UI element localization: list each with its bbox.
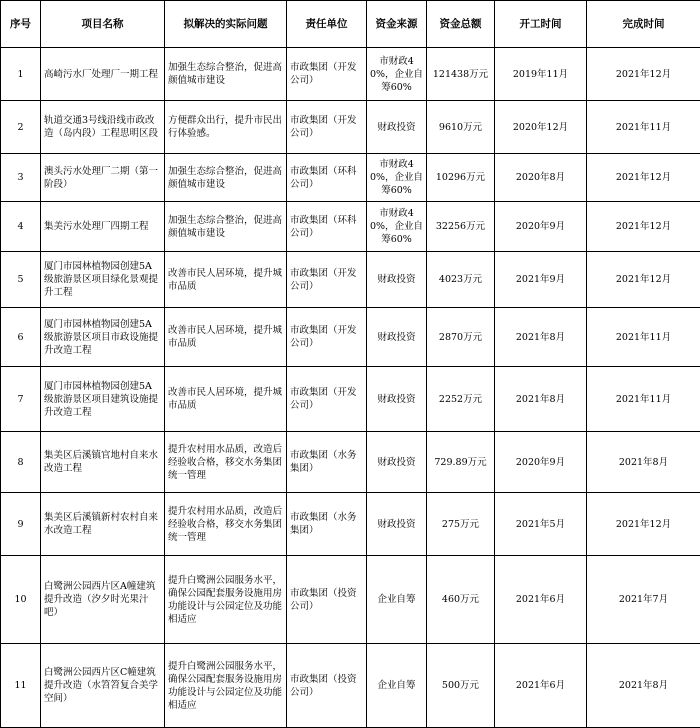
- cell-source: 市财政40%，企业自筹60%: [367, 48, 427, 101]
- cell-project-name: 轨道交通3号线沿线市政改造（岛内段）工程思明区段: [41, 101, 165, 154]
- cell-end: 2021年8月: [587, 432, 700, 493]
- table-row: [1, 48, 700, 101]
- cell-source: 财政投资: [367, 252, 427, 308]
- cell-start: 2021年5月: [495, 493, 587, 556]
- cell-start: 2019年11月: [495, 48, 587, 101]
- cell-unit: 市政集团（开发公司）: [287, 308, 367, 367]
- table-row: [1, 367, 700, 432]
- cell-source: 企业自筹: [367, 556, 427, 644]
- cell-amount: 729.89万元: [427, 432, 495, 493]
- cell-project-name: 集美污水处理厂四期工程: [41, 202, 165, 252]
- cell-no: 8: [1, 432, 41, 493]
- cell-problem: 改善市民人居环境，提升城市品质: [165, 308, 287, 367]
- cell-unit: 市政集团（投资公司）: [287, 644, 367, 728]
- cell-unit: 市政集团（水务集团）: [287, 432, 367, 493]
- table-row: [1, 202, 700, 252]
- table-row: [1, 101, 700, 154]
- cell-start: 2021年9月: [495, 252, 587, 308]
- cell-no: 10: [1, 556, 41, 644]
- cell-no: 4: [1, 202, 41, 252]
- table-row: [1, 556, 700, 644]
- cell-amount: 2252万元: [427, 367, 495, 432]
- cell-amount: 460万元: [427, 556, 495, 644]
- cell-unit: 市政集团（投资公司）: [287, 556, 367, 644]
- cell-source: 市财政40%，企业自筹60%: [367, 154, 427, 202]
- cell-project-name: 集美区后溪镇新村农村自来水改造工程: [41, 493, 165, 556]
- table-row: [1, 154, 700, 202]
- cell-amount: 32256万元: [427, 202, 495, 252]
- cell-project-name: 白鹭洲公园西片区A幢建筑提升改造（汐夕时光果汁吧）: [41, 556, 165, 644]
- header-end: 完成时间: [587, 1, 700, 48]
- cell-no: 2: [1, 101, 41, 154]
- header-start: 开工时间: [495, 1, 587, 48]
- cell-amount: 9610万元: [427, 101, 495, 154]
- cell-problem: 改善市民人居环境，提升城市品质: [165, 252, 287, 308]
- cell-project-name: 厦门市园林植物园创建5A级旅游景区项目绿化景观提升工程: [41, 252, 165, 308]
- cell-amount: 2870万元: [427, 308, 495, 367]
- cell-source: 财政投资: [367, 493, 427, 556]
- cell-project-name: 澳头污水处理厂二期（第一阶段）: [41, 154, 165, 202]
- table-row: [1, 493, 700, 556]
- cell-start: 2021年6月: [495, 556, 587, 644]
- cell-no: 7: [1, 367, 41, 432]
- cell-end: 2021年12月: [587, 493, 700, 556]
- cell-project-name: 高崎污水厂处理厂一期工程: [41, 48, 165, 101]
- cell-unit: 市政集团（开发公司）: [287, 367, 367, 432]
- cell-start: 2020年12月: [495, 101, 587, 154]
- header-row: [1, 1, 700, 48]
- cell-start: 2020年8月: [495, 154, 587, 202]
- cell-end: 2021年12月: [587, 202, 700, 252]
- cell-unit: 市政集团（水务集团）: [287, 493, 367, 556]
- cell-unit: 市政集团（开发公司）: [287, 101, 367, 154]
- cell-start: 2021年8月: [495, 367, 587, 432]
- cell-end: 2021年12月: [587, 252, 700, 308]
- cell-source: 财政投资: [367, 432, 427, 493]
- cell-end: 2021年12月: [587, 48, 700, 101]
- cell-unit: 市政集团（开发公司）: [287, 48, 367, 101]
- cell-end: 2021年8月: [587, 644, 700, 728]
- header-amount: 资金总额: [427, 1, 495, 48]
- cell-no: 3: [1, 154, 41, 202]
- cell-problem: 提升农村用水品质，改造后经验收合格，移交水务集团统一管理: [165, 493, 287, 556]
- header-problem: 拟解决的实际问题: [165, 1, 287, 48]
- cell-amount: 10296万元: [427, 154, 495, 202]
- table-row: [1, 644, 700, 728]
- header-project-name: 项目名称: [41, 1, 165, 48]
- table-row: [1, 308, 700, 367]
- cell-no: 11: [1, 644, 41, 728]
- cell-problem: 加强生态综合整治，促进高颜值城市建设: [165, 154, 287, 202]
- table-row: [1, 252, 700, 308]
- cell-start: 2020年9月: [495, 202, 587, 252]
- cell-problem: 加强生态综合整治，促进高颜值城市建设: [165, 48, 287, 101]
- cell-start: 2021年6月: [495, 644, 587, 728]
- cell-source: 财政投资: [367, 308, 427, 367]
- cell-amount: 4023万元: [427, 252, 495, 308]
- cell-source: 财政投资: [367, 101, 427, 154]
- cell-no: 5: [1, 252, 41, 308]
- header-no: 序号: [1, 1, 41, 48]
- cell-start: 2020年9月: [495, 432, 587, 493]
- cell-end: 2021年11月: [587, 101, 700, 154]
- cell-no: 1: [1, 48, 41, 101]
- cell-unit: 市政集团（环科公司）: [287, 202, 367, 252]
- cell-end: 2021年11月: [587, 308, 700, 367]
- cell-no: 9: [1, 493, 41, 556]
- cell-source: 企业自筹: [367, 644, 427, 728]
- cell-problem: 提升白鹭洲公园服务水平，确保公园配套服务设施用房功能设计与公园定位及功能相适应: [165, 644, 287, 728]
- table-row: [1, 432, 700, 493]
- cell-amount: 275万元: [427, 493, 495, 556]
- cell-end: 2021年12月: [587, 154, 700, 202]
- cell-unit: 市政集团（开发公司）: [287, 252, 367, 308]
- cell-amount: 500万元: [427, 644, 495, 728]
- cell-start: 2021年8月: [495, 308, 587, 367]
- cell-source: 市财政40%，企业自筹60%: [367, 202, 427, 252]
- cell-problem: 方便群众出行，提升市民出行体验感。: [165, 101, 287, 154]
- cell-problem: 提升白鹭洲公园服务水平，确保公园配套服务设施用房功能设计与公园定位及功能相适应: [165, 556, 287, 644]
- cell-project-name: 集美区后溪镇官地村自来水改造工程: [41, 432, 165, 493]
- cell-problem: 加强生态综合整治，促进高颜值城市建设: [165, 202, 287, 252]
- cell-source: 财政投资: [367, 367, 427, 432]
- cell-project-name: 白鹭洲公园西片区C幢建筑提升改造（水笤笤复合美学空间）: [41, 644, 165, 728]
- cell-end: 2021年11月: [587, 367, 700, 432]
- header-source: 资金来源: [367, 1, 427, 48]
- cell-end: 2021年7月: [587, 556, 700, 644]
- cell-problem: 改善市民人居环境，提升城市品质: [165, 367, 287, 432]
- cell-problem: 提升农村用水品质，改造后经验收合格，移交水务集团统一管理: [165, 432, 287, 493]
- header-unit: 责任单位: [287, 1, 367, 48]
- cell-project-name: 厦门市园林植物园创建5A级旅游景区项目建筑设施提升改造工程: [41, 367, 165, 432]
- cell-no: 6: [1, 308, 41, 367]
- cell-project-name: 厦门市园林植物园创建5A级旅游景区项目市政设施提升改造工程: [41, 308, 165, 367]
- cell-amount: 121438万元: [427, 48, 495, 101]
- cell-unit: 市政集团（环科公司）: [287, 154, 367, 202]
